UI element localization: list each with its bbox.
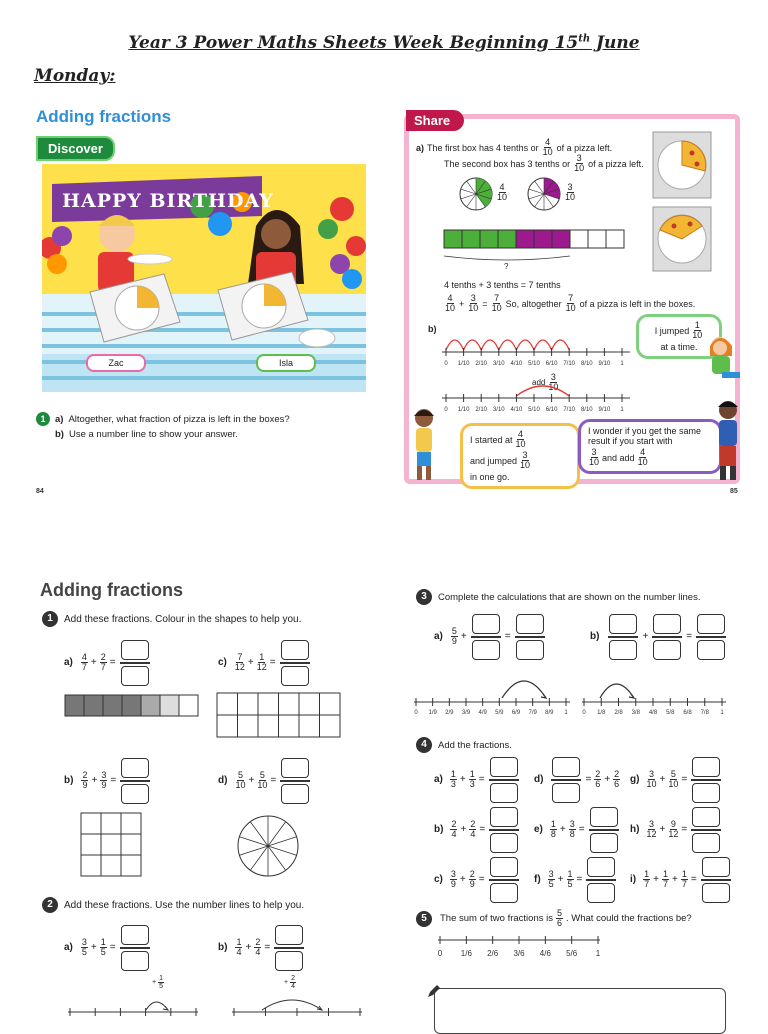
frac-1-5-label: $\frac{1}{5}$ bbox=[159, 975, 163, 990]
grid-ninths[interactable] bbox=[80, 812, 142, 878]
q1-number-badge: 1 bbox=[42, 611, 58, 627]
frac: $\frac{1}{7}$ bbox=[662, 869, 668, 890]
share-sum-line: 4 tenths + 3 tenths = 7 tenths bbox=[444, 280, 561, 290]
equals-sign: = bbox=[269, 657, 276, 669]
bar-question-mark: ? bbox=[504, 262, 509, 271]
frac: $\frac{1}{8}$ bbox=[550, 819, 556, 840]
jumped-post: at a time. bbox=[660, 342, 698, 352]
label-d: d) bbox=[218, 775, 228, 787]
share-line-2 bbox=[444, 154, 644, 173]
plus-sign: + bbox=[245, 942, 252, 954]
q4-text: Add the fractions. bbox=[438, 739, 512, 751]
ws-q2a bbox=[64, 925, 152, 971]
frac-3-10-b: $\frac{3}{10}$ bbox=[520, 450, 531, 470]
frac: $\frac{1}{7}$ bbox=[681, 869, 687, 890]
q5-number-badge: 5 bbox=[416, 911, 432, 927]
number-line-tick-label: 0 bbox=[437, 949, 443, 958]
add-text: add bbox=[532, 378, 546, 387]
label-c: c) bbox=[218, 657, 227, 669]
number-line-tick-label: 0 bbox=[444, 361, 448, 367]
grid-cell bbox=[299, 715, 320, 737]
grid-cell bbox=[217, 693, 238, 715]
circle-label-3-10: $\frac{3}{10}$ bbox=[565, 182, 576, 202]
number-line-tick-label: 1 bbox=[620, 407, 624, 413]
jump-arc bbox=[552, 340, 570, 350]
plus-sign: + bbox=[248, 775, 255, 787]
jump-arc bbox=[446, 340, 464, 350]
q1-text: Add these fractions. Colour in the shapes to help you. bbox=[64, 613, 302, 625]
ws-q1d bbox=[218, 758, 312, 804]
answer-box[interactable] bbox=[589, 807, 619, 853]
frac-1-12: $\frac{1}{12}$ bbox=[256, 652, 267, 673]
jump-label-two-quarters bbox=[284, 975, 297, 990]
grid-cell bbox=[121, 855, 141, 876]
number-line-tick-label: 9/10 bbox=[598, 361, 611, 367]
wonder-pre: I wonder if you get the same result if you start with bbox=[588, 426, 702, 446]
bar-cell bbox=[462, 230, 480, 248]
started-mid: and jumped bbox=[470, 455, 518, 466]
answer-box[interactable] bbox=[120, 925, 150, 971]
answer-box[interactable] bbox=[489, 757, 519, 803]
ws-q1b bbox=[64, 758, 152, 804]
frac: $\frac{3}{5}$ bbox=[548, 869, 554, 890]
answer-box[interactable] bbox=[489, 807, 519, 853]
plus-sign: + bbox=[642, 631, 649, 643]
frac-4-10-c: $\frac{4}{10}$ bbox=[637, 447, 648, 467]
ws-q3a bbox=[434, 614, 547, 660]
frac-d: $\frac{7}{10}$ bbox=[565, 293, 576, 313]
share-pizza-box-2 bbox=[652, 206, 712, 272]
worksheet-q4 bbox=[416, 737, 512, 753]
plus-sign: + bbox=[247, 657, 254, 669]
label-a: a) bbox=[434, 774, 443, 786]
number-line-tick-label: 7/10 bbox=[563, 407, 576, 413]
frac-3-5: $\frac{3}{5}$ bbox=[81, 937, 87, 958]
day-heading: Monday: bbox=[34, 66, 116, 86]
grid-cell bbox=[238, 715, 259, 737]
label-i: i) bbox=[630, 874, 637, 886]
frac-5-6: $\frac{5}{6}$ bbox=[556, 908, 562, 928]
ws-q4e: e) $\frac{1}{8}$ + $\frac{3}{8}$ = bbox=[534, 807, 621, 853]
number-line-tick-label: 4/9 bbox=[478, 710, 487, 716]
discover-question-1b bbox=[55, 429, 238, 440]
number-line-tick-label: 5/10 bbox=[528, 407, 540, 413]
label-a: a) bbox=[64, 657, 73, 669]
equals-sign: = bbox=[110, 775, 117, 787]
answer-box[interactable] bbox=[608, 614, 638, 660]
number-line-tick-label: 3/10 bbox=[492, 361, 505, 367]
label-h: h) bbox=[630, 824, 640, 836]
started-bubble bbox=[460, 423, 580, 489]
q2-number-badge: 2 bbox=[42, 897, 58, 913]
started-post: in one go. bbox=[470, 472, 510, 482]
bar-seventh bbox=[84, 695, 103, 716]
number-line-tick-label: 1/10 bbox=[457, 361, 470, 367]
q3-number-badge: 3 bbox=[416, 589, 432, 605]
answer-box[interactable] bbox=[586, 857, 616, 903]
q5-text-pre: The sum of two fractions is bbox=[440, 913, 553, 924]
frac-a: $\frac{4}{10}$ bbox=[445, 293, 456, 313]
share-number-line-add bbox=[436, 374, 636, 418]
jump-arc bbox=[516, 340, 534, 350]
discover-question-1a bbox=[36, 412, 290, 426]
number-line-tick-label: 2/8 bbox=[614, 710, 623, 716]
q1b-letter: b) bbox=[55, 429, 64, 440]
bar-seventh bbox=[122, 695, 141, 716]
jump-arc bbox=[499, 340, 517, 350]
number-line-eighths bbox=[574, 664, 734, 720]
number-line-tick-label: 6/9 bbox=[511, 710, 521, 716]
answer-box[interactable] bbox=[696, 614, 726, 660]
share-line-2-pre: The second box has 3 tenths or bbox=[444, 158, 571, 169]
number-line-tick-label: 2/10 bbox=[475, 407, 488, 413]
frac: $\frac{2}{6}$ bbox=[595, 769, 601, 790]
number-line-tick-label: 3/6 bbox=[513, 949, 525, 958]
ws-q4c: c) $\frac{3}{9}$ + $\frac{2}{9}$ = bbox=[434, 857, 521, 903]
answer-box[interactable] bbox=[471, 614, 501, 660]
label-b: b) bbox=[218, 942, 228, 954]
equals-sign: = bbox=[686, 631, 693, 643]
frac-b: $\frac{3}{10}$ bbox=[468, 293, 479, 313]
bar-seventh bbox=[103, 695, 122, 716]
number-line-tick-label: 6/10 bbox=[545, 407, 558, 413]
frac: $\frac{1}{5}$ bbox=[567, 869, 573, 890]
plus-sign: + bbox=[90, 942, 97, 954]
plus-sign: + bbox=[460, 631, 467, 643]
number-line-sixths bbox=[430, 930, 606, 966]
child-character-sitting bbox=[702, 334, 742, 386]
share-number-line-jumps bbox=[436, 320, 636, 372]
label-c: c) bbox=[434, 874, 443, 886]
answer-box[interactable] bbox=[280, 640, 310, 686]
number-line-tick-label: 5/8 bbox=[666, 710, 675, 716]
equals-sign: = bbox=[109, 942, 116, 954]
frac: $\frac{1}{3}$ bbox=[469, 769, 475, 790]
worksheet-q2 bbox=[42, 897, 304, 913]
frac-1-5: $\frac{1}{5}$ bbox=[100, 937, 106, 958]
label-e: e) bbox=[534, 824, 543, 836]
child-character-left bbox=[408, 406, 444, 482]
share-b-letter: b) bbox=[428, 324, 437, 334]
grid-cell bbox=[217, 715, 238, 737]
number-line-tick-label: 7/10 bbox=[563, 361, 576, 367]
answer-box[interactable] bbox=[280, 758, 310, 804]
bar-cell bbox=[534, 230, 552, 248]
grid-cell bbox=[258, 715, 279, 737]
answer-box[interactable] bbox=[691, 807, 721, 853]
number-line-tick-label: 5/9 bbox=[495, 710, 504, 716]
label-g: g) bbox=[630, 774, 640, 786]
grid-cell bbox=[81, 813, 101, 834]
ws-q1a bbox=[64, 640, 152, 686]
child-character-right bbox=[712, 398, 744, 482]
answer-writing-box[interactable] bbox=[434, 988, 726, 1034]
ws-q4g: g) $\frac{3}{10}$ + $\frac{5}{10}$ = bbox=[630, 757, 723, 803]
label-a: a) bbox=[434, 631, 443, 643]
label-b: b) bbox=[590, 631, 600, 643]
answer-box[interactable] bbox=[701, 857, 731, 903]
frac: $\frac{2}{6}$ bbox=[614, 769, 620, 790]
discover-badge: Discover bbox=[36, 136, 115, 161]
frac-4-10-b: $\frac{4}{10}$ bbox=[515, 429, 526, 449]
share-line-1-post: of a pizza left. bbox=[556, 142, 613, 153]
grid-cell bbox=[101, 855, 121, 876]
page-number-84: 84 bbox=[36, 488, 44, 495]
number-line-tick-label: 1 bbox=[620, 361, 624, 367]
label-a: a) bbox=[64, 942, 73, 954]
grid-cell bbox=[101, 813, 121, 834]
number-line-tick-label: 8/10 bbox=[580, 361, 593, 367]
frac: $\frac{3}{10}$ bbox=[646, 769, 657, 790]
name-tag-zac: Zac bbox=[86, 354, 146, 372]
worksheet-q3 bbox=[416, 589, 700, 605]
worksheet-heading: Adding fractions bbox=[40, 580, 183, 600]
number-line-tick-label: 1 bbox=[564, 710, 568, 716]
frac-add-3-10: $\frac{3}{10}$ bbox=[548, 372, 559, 392]
ws-q4i: i) $\frac{1}{7}$ + $\frac{1}{7}$ + $\frac{1}{7}$ = bbox=[630, 857, 733, 903]
bar-seventh bbox=[65, 695, 84, 716]
jumped-pre: I jumped bbox=[654, 325, 690, 336]
frac: $\frac{2}{4}$ bbox=[451, 819, 457, 840]
grid-cell bbox=[121, 813, 141, 834]
frac: $\frac{3}{8}$ bbox=[569, 819, 575, 840]
bar-sevenths[interactable] bbox=[64, 694, 200, 718]
share-a-letter: a) bbox=[416, 142, 425, 153]
number-line-tick-label: 7/8 bbox=[700, 710, 709, 716]
grid-cell bbox=[299, 693, 320, 715]
grid-cell bbox=[238, 693, 259, 715]
q2-text: Add these fractions. Use the number lines to help you. bbox=[64, 899, 305, 911]
frac-2-7: $\frac{2}{7}$ bbox=[100, 652, 106, 673]
frac-2-4-label: $\frac{2}{4}$ bbox=[291, 975, 295, 990]
frac: $\frac{3}{12}$ bbox=[646, 819, 657, 840]
frac-c: $\frac{7}{10}$ bbox=[491, 293, 502, 313]
ws-q4h: h) $\frac{3}{12}$ + $\frac{9}{12}$ = bbox=[630, 807, 723, 853]
jump-label-one-fifth bbox=[152, 975, 165, 990]
number-line-tick-label: 8/9 bbox=[545, 710, 554, 716]
number-line-quarters bbox=[226, 990, 366, 1024]
number-line-tick-label: 8/10 bbox=[580, 407, 593, 413]
banner-text: HAPPY BIRTHDAY bbox=[62, 190, 274, 212]
number-line-tick-label: 2/6 bbox=[487, 949, 499, 958]
answer-box[interactable] bbox=[652, 614, 682, 660]
number-line-tick-label: 1 bbox=[720, 710, 724, 716]
number-line-tick-label: 4/10 bbox=[510, 361, 523, 367]
page-number-85: 85 bbox=[730, 488, 738, 495]
wonder-bubble bbox=[578, 419, 722, 474]
share-so-text: So, altogether bbox=[505, 298, 562, 309]
bar-cell bbox=[516, 230, 534, 248]
number-line-tick-label: 1/8 bbox=[597, 710, 606, 716]
number-line-tick-label: 5/10 bbox=[528, 361, 540, 367]
page-title: Year 3 Power Maths Sheets Week Beginning 15th June bbox=[128, 33, 640, 53]
share-pizza-box-1 bbox=[652, 131, 712, 199]
equals-sign: = bbox=[270, 775, 277, 787]
number-line-fifths bbox=[62, 990, 202, 1024]
ws-q1c bbox=[218, 640, 312, 686]
q4-number-badge: 4 bbox=[416, 737, 432, 753]
grid-cell bbox=[121, 834, 141, 855]
answer-box[interactable] bbox=[120, 640, 150, 686]
pencil-icon bbox=[426, 983, 442, 999]
frac-5-10-b: $\frac{5}{10}$ bbox=[257, 770, 268, 791]
number-line-tick-label: 3/10 bbox=[492, 407, 505, 413]
grid-cell bbox=[279, 693, 300, 715]
equals-sign: = bbox=[264, 942, 271, 954]
bar-cell bbox=[480, 230, 498, 248]
label-b: b) bbox=[64, 775, 74, 787]
worksheet-q1 bbox=[42, 611, 301, 627]
bar-cell bbox=[444, 230, 462, 248]
grid-cell bbox=[279, 715, 300, 737]
frac: $\frac{1}{7}$ bbox=[644, 869, 650, 890]
frac-3-9: $\frac{3}{9}$ bbox=[101, 770, 107, 791]
share-line-1-pre: The first box has 4 tenths or bbox=[427, 142, 539, 153]
bar-cell bbox=[498, 230, 516, 248]
share-equation-line: $\frac{4}{10}$ + $\frac{3}{10}$ = $\frac{7}{10}$ So, altogether $\frac{7}{10}$ of a pizza is left in the boxes. bbox=[445, 293, 696, 313]
share-fraction-circles bbox=[458, 174, 578, 214]
number-line-tick-label: 5/6 bbox=[566, 949, 578, 958]
number-line-tick-label: 3/8 bbox=[631, 710, 640, 716]
frac: $\frac{5}{10}$ bbox=[668, 769, 679, 790]
grid-cell bbox=[81, 834, 101, 855]
equals-sign: = bbox=[109, 657, 116, 669]
jump-arc bbox=[534, 340, 552, 350]
number-line-tick-label: 1/6 bbox=[460, 949, 472, 958]
label-d: d) bbox=[534, 774, 544, 786]
ws-q3b bbox=[590, 614, 728, 660]
plus-label: + bbox=[152, 979, 157, 986]
party-illustration bbox=[42, 164, 366, 392]
jump-arc bbox=[464, 340, 482, 350]
q1a-letter: a) bbox=[55, 413, 64, 425]
bar-cell bbox=[588, 230, 606, 248]
share-so-post: of a pizza is left in the boxes. bbox=[579, 298, 696, 309]
number-line-tick-label: 0 bbox=[444, 407, 448, 413]
bar-seventh bbox=[160, 695, 179, 716]
frac: $\frac{2}{4}$ bbox=[470, 819, 476, 840]
circle-label-4-10: $\frac{4}{10}$ bbox=[497, 182, 508, 202]
fraction-4-10: $\frac{4}{10}$ bbox=[542, 137, 553, 157]
grid-cell bbox=[81, 855, 101, 876]
frac-5-9: $\frac{5}{9}$ bbox=[451, 626, 457, 647]
number-line-tick-label: 9/10 bbox=[598, 407, 611, 413]
number-line-tick-label: 7/9 bbox=[528, 710, 537, 716]
bar-cell bbox=[570, 230, 588, 248]
number-line-tick-label: 1/9 bbox=[428, 710, 437, 716]
answer-box[interactable] bbox=[691, 757, 721, 803]
number-line-tick-label: 3/9 bbox=[461, 710, 471, 716]
answer-box[interactable] bbox=[120, 758, 150, 804]
q3-text: Complete the calculations that are shown on the number lines. bbox=[438, 591, 701, 603]
label-f: f) bbox=[534, 874, 541, 886]
frac-2-9: $\frac{2}{9}$ bbox=[82, 770, 88, 791]
grid-cell bbox=[258, 693, 279, 715]
share-badge: Share bbox=[406, 110, 464, 131]
jump-arc bbox=[481, 340, 499, 350]
plus-sign: + bbox=[91, 775, 98, 787]
bar-seventh bbox=[179, 695, 198, 716]
circle-tenths[interactable] bbox=[236, 810, 300, 882]
ws-q4f: f) $\frac{3}{5}$ + $\frac{1}{5}$ = bbox=[534, 857, 618, 903]
number-line-tick-label: 0 bbox=[414, 710, 418, 716]
q1a-text: Altogether, what fraction of pizza is left in the boxes? bbox=[68, 413, 290, 425]
bar-cell bbox=[606, 230, 624, 248]
ws-q4b: b) $\frac{2}{4}$ + $\frac{2}{4}$ = bbox=[434, 807, 521, 853]
name-tag-isla: Isla bbox=[256, 354, 316, 372]
frac-2-4: $\frac{2}{4}$ bbox=[255, 937, 261, 958]
grid-cell bbox=[320, 715, 341, 737]
number-line-tick-label: 6/10 bbox=[545, 361, 558, 367]
answer-box[interactable] bbox=[551, 757, 581, 803]
frac-5-10: $\frac{5}{10}$ bbox=[235, 770, 246, 791]
number-line-tick-label: 4/8 bbox=[648, 710, 658, 716]
equals-sign: = bbox=[504, 631, 511, 643]
fraction-3-10: $\frac{3}{10}$ bbox=[574, 153, 585, 173]
number-line-ninths bbox=[406, 664, 576, 720]
frac-3-10-c: $\frac{3}{10}$ bbox=[589, 447, 600, 467]
answer-box[interactable] bbox=[489, 857, 519, 903]
number-line-tick-label: 1 bbox=[595, 949, 601, 958]
worksheet-q5 bbox=[416, 909, 692, 928]
number-line-tick-label: 2/10 bbox=[475, 361, 488, 367]
frac-1-4: $\frac{1}{4}$ bbox=[236, 937, 242, 958]
frac: $\frac{2}{9}$ bbox=[469, 869, 475, 890]
frac-1-10: $\frac{1}{10}$ bbox=[692, 320, 703, 340]
frac: $\frac{1}{3}$ bbox=[450, 769, 456, 790]
bar-seventh bbox=[141, 695, 160, 716]
plus-sign: + bbox=[90, 657, 97, 669]
answer-box[interactable] bbox=[515, 614, 545, 660]
frac-7-12: $\frac{7}{12}$ bbox=[234, 652, 245, 673]
bar-cell bbox=[552, 230, 570, 248]
discover-heading: Adding fractions bbox=[36, 107, 172, 126]
number-line-tick-label: 6/8 bbox=[683, 710, 692, 716]
grid-cell bbox=[320, 693, 341, 715]
number-line-tick-label: 4/6 bbox=[539, 949, 551, 958]
plus-label: + bbox=[284, 979, 289, 986]
q5-text-post: . What could the fractions be? bbox=[566, 913, 692, 924]
share-bar-model bbox=[442, 226, 626, 264]
frac: $\frac{3}{9}$ bbox=[450, 869, 456, 890]
ws-q2b bbox=[218, 925, 306, 971]
ws-q4a: a) $\frac{1}{3}$ + $\frac{1}{3}$ = bbox=[434, 757, 521, 803]
frac-4-7: $\frac{4}{7}$ bbox=[81, 652, 87, 673]
number-line-tick-label: 2/9 bbox=[445, 710, 454, 716]
number-line-tick-label: 1/10 bbox=[457, 407, 470, 413]
started-pre: I started at bbox=[470, 434, 513, 445]
ws-q4d: d) = $\frac{2}{6}$ + $\frac{2}{6}$ bbox=[534, 757, 621, 803]
question-number-badge: 1 bbox=[36, 412, 50, 426]
number-line-tick-label: 0 bbox=[582, 710, 586, 716]
q1b-text: Use a number line to show your answer. bbox=[68, 429, 238, 440]
number-line-tick-label: 4/10 bbox=[510, 407, 523, 413]
wonder-mid: and add bbox=[602, 452, 635, 463]
share-line-2-post: of a pizza left. bbox=[588, 158, 644, 169]
answer-box[interactable] bbox=[274, 925, 304, 971]
frac: $\frac{9}{12}$ bbox=[668, 819, 679, 840]
grid-twelfths[interactable] bbox=[216, 692, 342, 738]
label-b: b) bbox=[434, 824, 444, 836]
grid-cell bbox=[101, 834, 121, 855]
